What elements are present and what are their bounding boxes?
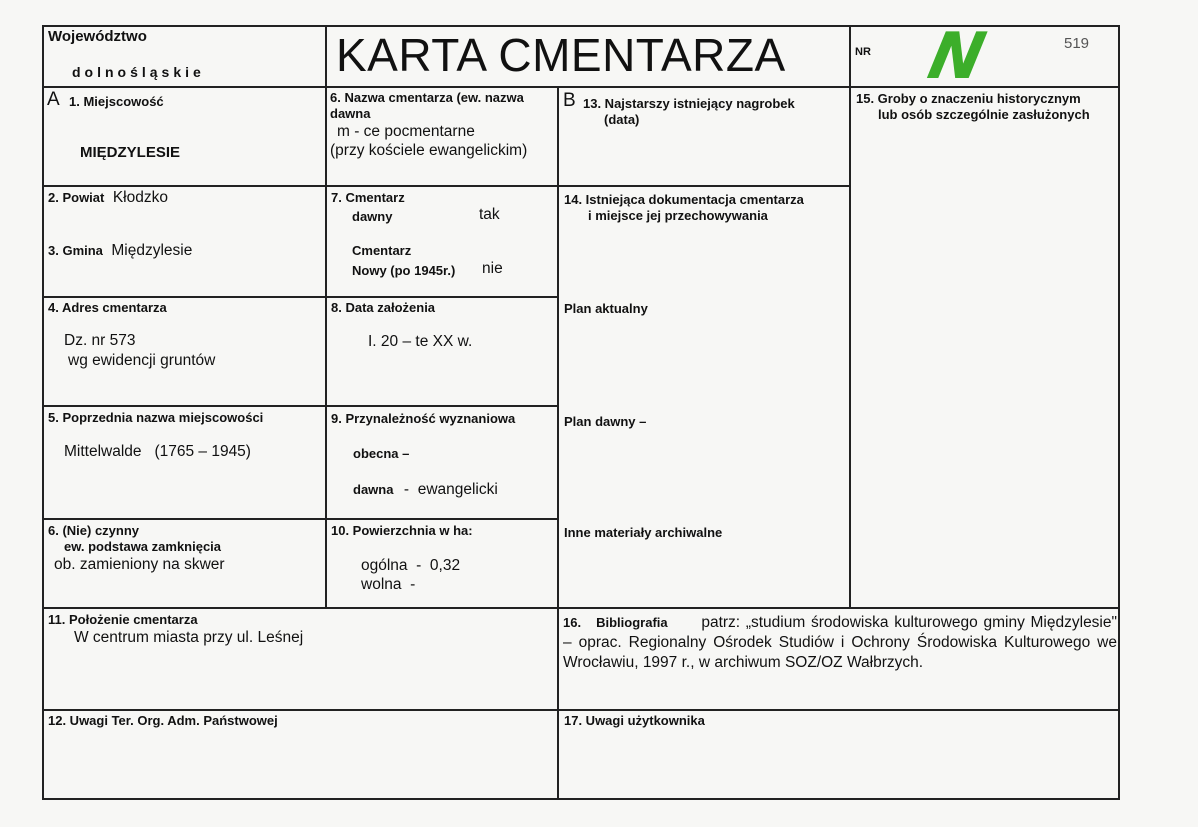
bibliografia-text: patrz: „studium środowiska kulturowego gminy Międzylesie" – oprac. Regionalny Ośrodek Studiów i Ochrony Środowiska Kulturowego we Wrocławiu, 1997 r., w archiwum SOZ/OZ Wałbrzych. bbox=[563, 614, 1118, 671]
nowy-label: Nowy (po 1945r.) bbox=[352, 263, 456, 278]
nagrobek-sub: (data) bbox=[604, 112, 640, 127]
powiat-label: 2. Powiat bbox=[48, 190, 105, 205]
nr-handwritten-mark: N bbox=[922, 20, 992, 94]
inne-label: Inne materiały archiwalne bbox=[564, 525, 723, 540]
rule-row5 bbox=[42, 607, 1120, 609]
vrule-col2 bbox=[557, 86, 559, 800]
groby-label: 15. Groby o znaczeniu historycznym bbox=[856, 91, 1081, 106]
nazwa-value-1: m - ce pocmentarne bbox=[337, 123, 475, 140]
rule-row3 bbox=[42, 405, 558, 407]
przynaleznosc-label: 9. Przynależność wyznaniowa bbox=[331, 411, 516, 426]
rule-row1 bbox=[42, 185, 850, 187]
obecna-label: obecna – bbox=[353, 446, 410, 461]
polozenie-label: 11. Położenie cmentarza bbox=[48, 612, 198, 627]
rule-row2 bbox=[42, 296, 558, 298]
frame-bottom bbox=[42, 798, 1120, 800]
section-b-letter: B bbox=[563, 90, 576, 111]
czynny-label: 6. (Nie) czynny bbox=[48, 523, 140, 538]
plan-dawny-label: Plan dawny – bbox=[564, 414, 647, 429]
dokumentacja-label: 14. Istniejąca dokumentacja cmentarza bbox=[564, 192, 804, 207]
wolna-value: wolna - bbox=[361, 576, 416, 593]
vrule-col3 bbox=[849, 25, 851, 609]
plan-aktualny-label: Plan aktualny bbox=[564, 301, 648, 316]
powiat-value: Kłodzko bbox=[112, 189, 168, 206]
bibliografia-label: 16. Bibliografia bbox=[563, 615, 668, 630]
groby-sub: lub osób szczególnie zasłużonych bbox=[878, 107, 1090, 122]
adres-value-2: wg ewidencji gruntów bbox=[68, 352, 216, 369]
nr-small: 519 bbox=[1064, 35, 1090, 52]
nr-label: NR bbox=[855, 46, 871, 58]
frame-left bbox=[42, 25, 44, 800]
wojewodztwo-value: dolnośląskie bbox=[72, 64, 205, 80]
adres-value-1: Dz. nr 573 bbox=[64, 332, 136, 349]
miejscowosc-value: MIĘDZYLESIE bbox=[80, 144, 181, 161]
uwagi-label: 12. Uwagi Ter. Org. Adm. Państwowej bbox=[48, 713, 278, 728]
wojewodztwo-label: Województwo bbox=[48, 28, 147, 45]
gmina bbox=[48, 242, 192, 260]
section-a-letter: A bbox=[47, 89, 60, 110]
rule-row6 bbox=[42, 709, 1120, 711]
dokumentacja-sub: i miejsce jej przechowywania bbox=[588, 208, 768, 223]
nazwa-label: 6. Nazwa cmentarza (ew. nazwa dawna bbox=[330, 90, 524, 121]
nowy-value: nie bbox=[482, 260, 503, 277]
dawny-label: dawny bbox=[352, 209, 393, 224]
gmina-label: 3. Gmina bbox=[48, 243, 103, 258]
cmentarz-label: 7. Cmentarz bbox=[331, 190, 405, 205]
poprzednia-value: Mittelwalde (1765 – 1945) bbox=[64, 443, 251, 460]
adres-label: 4. Adres cmentarza bbox=[48, 300, 167, 315]
nazwa-value-2: (przy kościele ewangelickim) bbox=[330, 142, 528, 159]
dawna bbox=[353, 481, 498, 499]
dawny-value: tak bbox=[479, 206, 500, 223]
data-value: I. 20 – te XX w. bbox=[368, 333, 473, 350]
polozenie-value: W centrum miasta przy ul. Leśnej bbox=[74, 629, 304, 646]
uzytkownik-label: 17. Uwagi użytkownika bbox=[564, 713, 705, 728]
dawna-value: - ewangelicki bbox=[403, 481, 498, 498]
bibliografia bbox=[563, 613, 1117, 673]
ogolna-value: ogólna - 0,32 bbox=[361, 557, 461, 574]
powiat bbox=[48, 189, 168, 207]
vrule-col1 bbox=[325, 25, 327, 609]
page-title: KARTA CMENTARZA bbox=[336, 29, 786, 81]
rule-row4 bbox=[42, 518, 558, 520]
cmentarz2-label: Cmentarz bbox=[352, 243, 412, 258]
miejscowosc-label: 1. Miejscowość bbox=[69, 94, 164, 109]
frame-right bbox=[1118, 25, 1120, 800]
gmina-value: Międzylesie bbox=[111, 242, 193, 259]
nagrobek-label: 13. Najstarszy istniejący nagrobek bbox=[583, 96, 795, 111]
powierzchnia-label: 10. Powierzchnia w ha: bbox=[331, 523, 473, 538]
dawna-label: dawna bbox=[353, 482, 394, 497]
data-label: 8. Data założenia bbox=[331, 300, 436, 315]
poprzednia-label: 5. Poprzednia nazwa miejscowości bbox=[48, 410, 264, 425]
zamkniecie-label: ew. podstawa zamknięcia bbox=[64, 539, 222, 554]
czynny-value: ob. zamieniony na skwer bbox=[54, 556, 225, 573]
